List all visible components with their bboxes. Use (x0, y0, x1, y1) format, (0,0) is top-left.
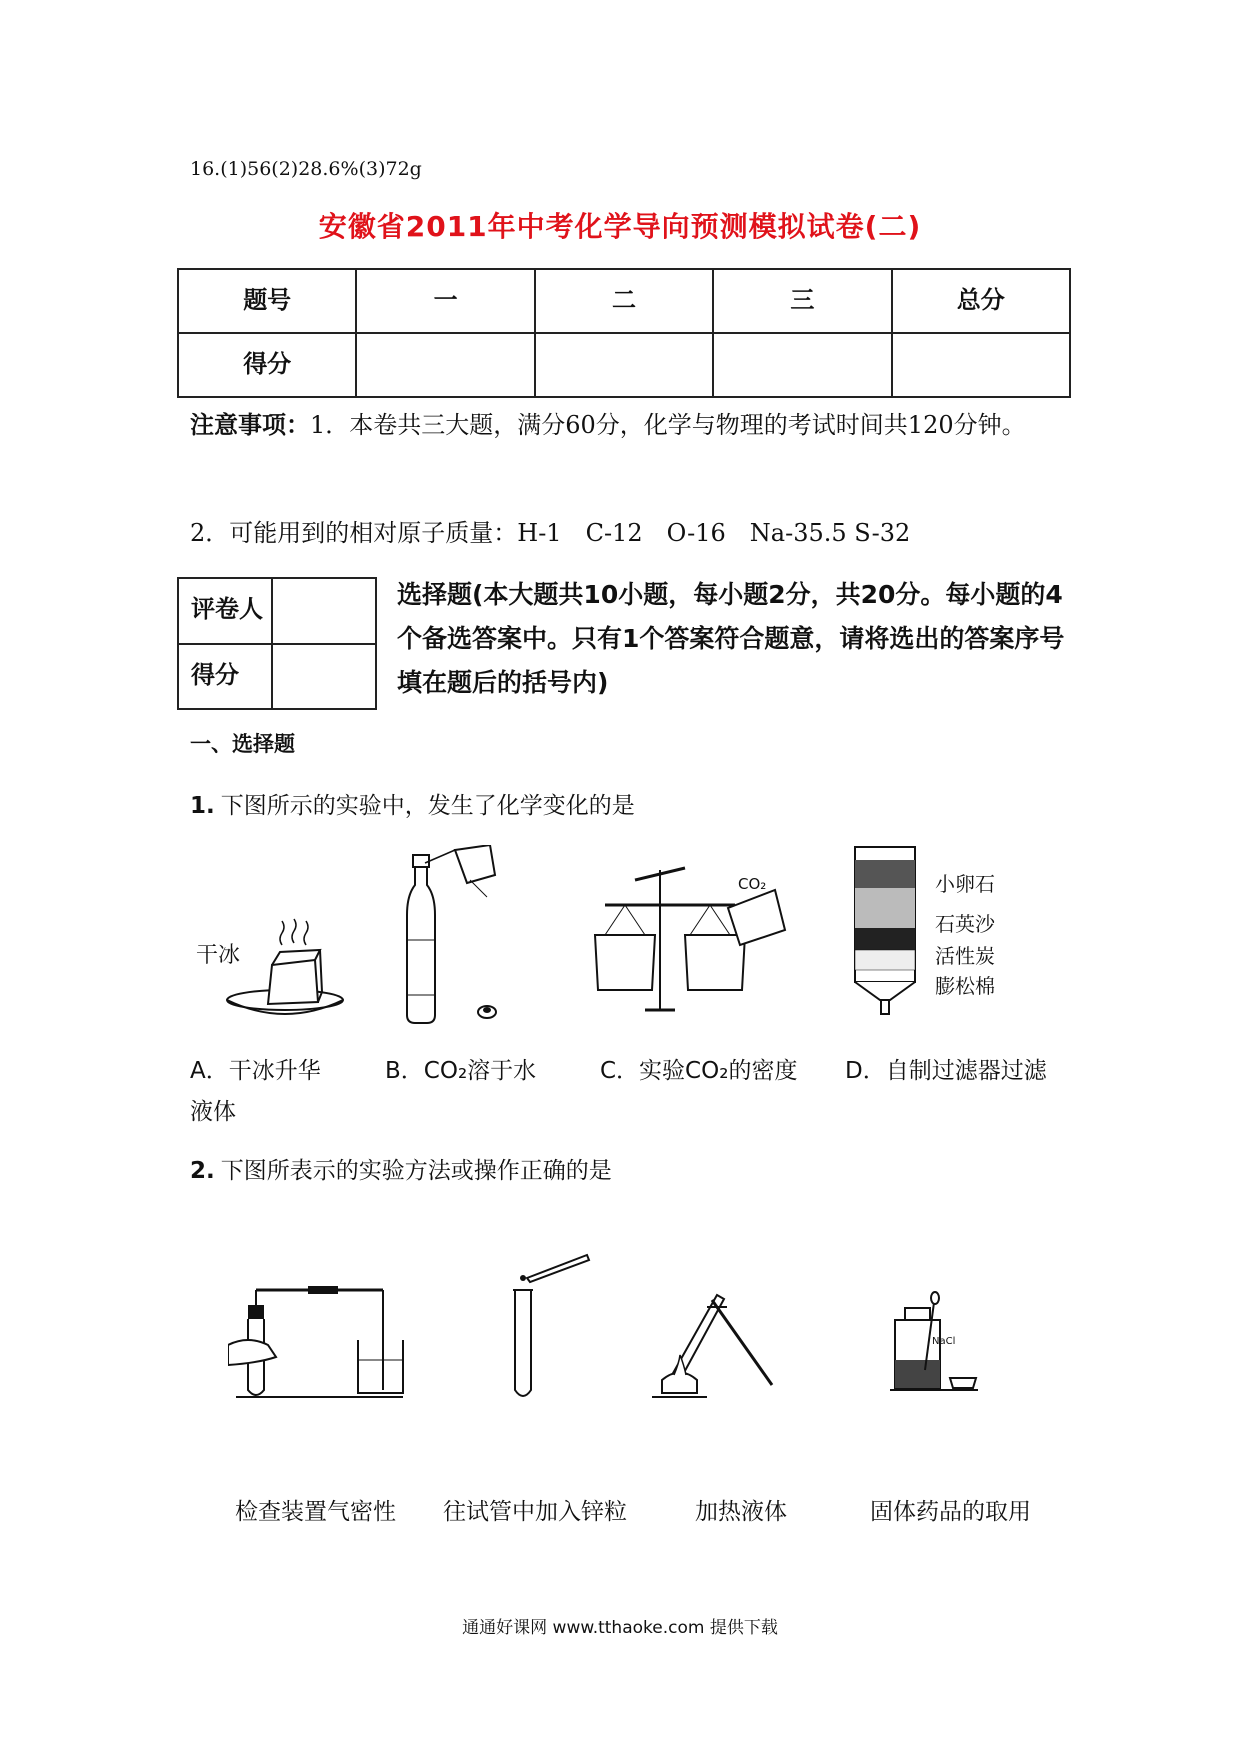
question-text: 下图所示的实验中，发生了化学变化的是 (220, 793, 635, 819)
option-a[interactable]: A．干冰升华 (190, 1058, 321, 1084)
score-header-cell: 三 (713, 269, 891, 333)
question-number: 1. (190, 793, 215, 819)
grader-input-cell[interactable] (272, 578, 376, 644)
option-b[interactable]: B．CO₂溶于水 (385, 1058, 537, 1084)
score-input-cell[interactable] (892, 333, 1070, 397)
caption-heat-liquid: 加热液体 (695, 1499, 787, 1525)
question-number: 2. (190, 1158, 215, 1184)
caption-solid-reagent: 固体药品的取用 (870, 1499, 1031, 1525)
solid-reagent-figure (880, 1290, 980, 1400)
homemade-filter-figure (845, 842, 925, 1017)
section-heading: 一、选择题 (190, 732, 295, 756)
grader-score-label: 得分 (178, 644, 272, 710)
score-header-cell: 总分 (892, 269, 1070, 333)
co2-bottle-figure (395, 845, 525, 1030)
airtightness-check-figure (228, 1285, 408, 1410)
option-d-wrap-text: 液体 (190, 1099, 236, 1125)
nacl-label: NaCl (932, 1336, 956, 1347)
pebbles-label: 小卵石 (935, 872, 995, 896)
previous-answer-line: 16.(1)56(2)28.6%(3)72g (190, 158, 422, 180)
score-header-cell: 二 (535, 269, 713, 333)
option-d[interactable]: D．自制过滤器过滤 (845, 1058, 1047, 1084)
grader-label: 评卷人 (178, 578, 272, 644)
score-row-label: 得分 (178, 333, 356, 397)
exam-title: 安徽省2011年中考化学导向预测模拟试卷(二) (318, 210, 922, 243)
notice-item-1: 1．本卷共三大题，满分60分，化学与物理的考试时间共120分钟。 (310, 411, 1026, 439)
grader-table (177, 577, 377, 710)
section-description: 选择题(本大题共10小题，每小题2分，共20分。每小题的4个备选答案中。只有1个答案符合题意，请将选出的答案序号填在题后的括号内) (397, 580, 1065, 697)
atomic-mass-note: 2．可能用到的相对原子质量：H-1 C-12 O-16 Na-35.5 S-32 (190, 519, 911, 547)
caption-add-zinc: 往试管中加入锌粒 (443, 1499, 627, 1525)
score-header-cell: 一 (356, 269, 534, 333)
heating-liquid-figure (652, 1285, 782, 1410)
notice-block (190, 404, 1070, 446)
question-1 (190, 787, 635, 820)
score-input-cell[interactable] (356, 333, 534, 397)
question-2 (190, 1152, 612, 1185)
score-table-score-row (178, 333, 1070, 397)
option-c[interactable]: C．实验CO₂的密度 (600, 1058, 798, 1084)
score-input-cell[interactable] (535, 333, 713, 397)
test-tube-figure (505, 1250, 595, 1405)
footer-download-note: 通通好课网 www.tthaoke.com 提供下载 (462, 1618, 778, 1638)
score-input-cell[interactable] (713, 333, 891, 397)
notice-label: 注意事项： (190, 411, 310, 439)
question-text: 下图所表示的实验方法或操作正确的是 (220, 1158, 612, 1184)
grader-score-input-cell[interactable] (272, 644, 376, 710)
caption-airtightness: 检查装置气密性 (235, 1499, 396, 1525)
activated-carbon-label: 活性炭 (935, 944, 995, 968)
quartz-sand-label: 石英沙 (935, 912, 995, 936)
dry-ice-label: 干冰 (196, 943, 241, 968)
cotton-label: 膨松棉 (935, 974, 995, 998)
co2-figure-label: CO₂ (738, 875, 767, 893)
score-table-header-row (178, 269, 1070, 333)
score-table (177, 268, 1071, 398)
score-header-cell: 题号 (178, 269, 356, 333)
